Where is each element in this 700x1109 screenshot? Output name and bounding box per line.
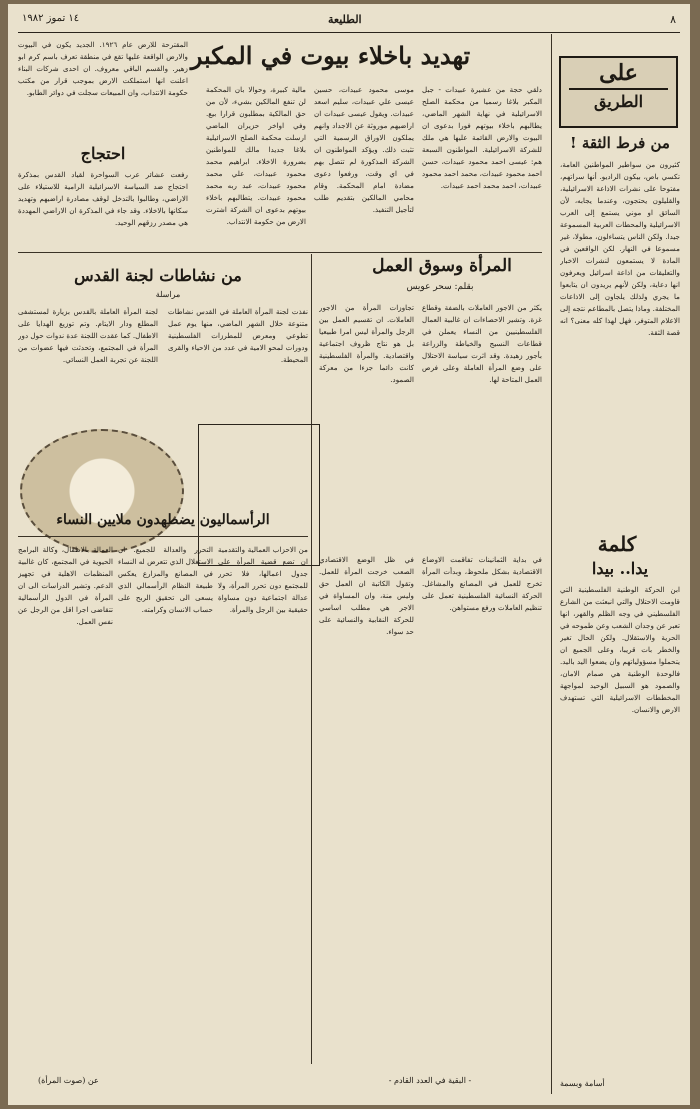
main-story-col1: دلقي حجة من عشيرة عبيدات - جبل المكبر بلاغا رسميا من محكمة الصلح الاسرائيلية في نهاية الشهر الماضي، يطالبهم باخلاء بيوتهم فورا بدعوى ان البيوت والارض القائمة عليها هي ملك للشركة الاسرائيلية. المواطنون السبعة هم: عيسى احمد محمود عبيدات، حسن احمد محمود عبيدات، محمد احمد محمود عبيدات، احمد محمد احمد عبيدات.: [422, 85, 542, 190]
jerusalem-col1: لجنة المرأة العاملة بالقدس بزيارة لمستشفى المطلع ودار الايتام. وتم توزيع الهدايا على الاطفال. كما عقدت اللجنة عدة ندوات حول دور المرأة في المجتمع، وتحدثت فيها عضوات من اللجنة عن تجربة العمل النسائي.: [18, 307, 158, 364]
jerusalem-byline: مراسلة: [155, 290, 181, 299]
page-number: ٨: [670, 13, 676, 26]
box-text: ابن الحركة الوطنية الفلسطينية التي قاومت الاحتلال والتي انبعثت من الشارع الفلسطيني في وجه الظلم والقهر، انها تعبر عن وجدان الشعب وعن طموحه في الحرية والاستقلال. ولكن الحال تغير والخطر بات قريبا، وعلى الجميع ان يتحملوا مسؤولياتهم وان يضعوا اليد باليد. فالوحدة الوطنية هي صمام الامان، والصمود هو السبيل الوحيد لمواجهة المخططات الاسرائيلية التي تستهدف الارض والانسان.: [560, 585, 680, 714]
issue-date: ١٤ تموز ١٩٨٢: [22, 13, 80, 24]
column-rule-2: [311, 254, 312, 1064]
jerusalem-col2: نفذت لجنة المرأة العاملة في القدس نشاطات متنوعة خلال الشهر الماضي، منها يوم عمل تطوعي ومعرض للمطرزات الفلسطينية ودورات لمحو الامية في عدد من الاحياء والقرى المحيطة.: [168, 307, 308, 364]
women-byline: بقلم: سحر عويس: [406, 282, 474, 292]
women-col4: في ظل الوضع الاقتصادي الصعب خرجت المرأة للعمل. وتقول الكاتبة ان العمل حق وليس منة، وان المساواة في الاجر هي مطلب اساسي للحركة النقابية والنسائية على حد سواء.: [319, 555, 414, 636]
women-col3: في بداية الثمانينات تفاقمت الاوضاع الاقتصادية بشكل ملحوظ، وبدأت المرأة تخرج للعمل في المصانع والمشاغل. الحركة النسائية الفلسطينية تعمل على تنظيم العاملات ورفع مستواهن.: [422, 555, 542, 612]
main-headline: تهديد باخلاء بيوت في المكبر: [190, 41, 471, 70]
feature-headline: الرأسماليون يضطهدون ملايين النساء: [56, 512, 270, 528]
protest-title: احتجاج: [80, 144, 126, 163]
protest-text: رفعت عشائر عرب السواحرة لقياد القدس بمذكرة احتجاج ضد السياسة الاسرائيلية الرامية للاستيلاء على الاراضي، وطالبوا بالتدخل لوقف مصادرة اراضيهم وتهديد سكانها بالاخلاء. وقد جاء في المذكرة ان الاراضي المهددة هي مصدر رزقهم الوحيد.: [18, 170, 188, 227]
box-title: كلمة: [597, 532, 637, 556]
right-column-text: كثيرون من سواطير المواطنين العامة، تكسي باص، بيكون الراديو. أنها سراتهم، مفتوحا على نشرات الاذاعة الاسرائيلية، والقليلون يحتجون، وعندما يجابه، لأن السائق او موني يستمع إلى العرب الاسرائيلية والمحطات العربية المسموعة جيدا. ولكن الناس يتساءلون، مطولا، غير مسموعا في النهار. لكن الواقعين في المادة لا يستمعون لنشرات الاخبار والتعليقات من اذاعة اسرائيل ويعرفون انها دعاية، ولكن لأنهم يريدون ان يتابعوا ما يجري ولذلك يلجاون إلى الاذاعات المختلفة. وماذا يتصل بالمطاعم نتجه إلى الاعلام المتوفر، فهل لهذا كله معنى؟ انه قصة الثقة.: [560, 160, 680, 337]
main-story-col2: موسى محمود عبيدات، حسين عيسى علي عبيدات، سليم اسعد عبيدات. ويقول عيسى عبيدات ان اراضيهم موروثة عن الاجداد وانهم يملكون الاوراق الرسمية التي تثبت ذلك. ويؤكد المواطنون ان الشركة المذكورة لم تتصل بهم في اي وقت، ورفعوا دعوى مضادة امام المحكمة. وقام محامي المالكين بتقديم طلب لتأجيل التنفيذ.: [314, 85, 414, 214]
women-headline: المرأة وسوق العمل: [372, 256, 512, 276]
feature-col3: من الاحزاب العمالية والتقدمية ان تضع قضية المرأة على جدول اعمالها، فلا تحرر للمجتمع دون تحرر المرأة، ولا عدالة اجتماعية دون مساواة حقيقية بين الرجل والمرأة.: [218, 545, 308, 614]
footer-note: عن (صوت المرأة): [38, 1076, 99, 1085]
feature-col1: العمالة بالاطفال، وكالة البرامج الحيوية في المجتمع، كان غالبية المنظمات الاهلية في تجهيز الدعم. وتشير الدراسات الى ان المرأة في الدول الرأسمالية تتقاضى اجرا اقل من الرجل عن نفس العمل.: [18, 545, 113, 626]
women-col1: يكثر من الاجور العاملات بالضفة وقطاع غزة. وتشير الاحصاءات ان غالبية العمال الفلسطينيين من النساء يعملن في قطاعات النسيج والخياطة والزراعة بأجور زهيدة. وقد اثرت سياسة الاحتلال على وضع المرأة العاملة وعلى فرص العمل المتاحة لها.: [422, 303, 542, 384]
main-story-col3: مالية كبيرة، وحوالا بان المحكمة لن تنفع المالكين بشيء، لأن من حق المالكية بمطلبون قرارا بيع. وفي اواخر حزيران الماضي ارسلت محكمة الصلح الاسرائيلية بلاغا جديدا مالك للمواطنين بضرورة الاخلاء. ابراهيم محمد محمود عبيدات، علي محمد محمود عبيدات، عبد ربه محمد محمود عبيدات. يتطالبهم باخلاء بيوتهم بدعوى ان الشركة اشترت الارض من حكومة الانتداب.: [206, 85, 306, 226]
feature-rule: [18, 536, 308, 537]
jerusalem-headline: من نشاطات لجنة القدس: [74, 266, 242, 285]
feature-col2: التحرر والعدالة للجميع. ان الاستغلال الذي تتعرض له النساء في المصانع والمزارع يعكس طبيعة النظام الرأسمالي الذي يسعى الى تحقيق الربح على حساب الانسان وكرامته.: [118, 545, 213, 614]
section-rule: [18, 252, 542, 253]
newspaper-page: [8, 4, 690, 1105]
logo-line1: على: [599, 60, 638, 86]
signature: أسامة وبسمة: [560, 1079, 605, 1088]
right-column-title: من فرط الثقة !: [570, 134, 670, 152]
column-logo: [559, 56, 678, 128]
box-subtitle: يدا.. بيدا: [591, 559, 649, 578]
column-rule: [551, 34, 552, 1094]
left-top-text: المقترحة للارض عام ١٩٢٦. الجديد يكون في البيوت والارض الواقعة عليها تقع في منطقة تعرف باسم كرم ابو زهير. والقسم الباقي معروف. ان احدى شركات البناء اعلنت انها استملكت الارض بموجب قرار من مكتب حكومة الانتداب، وان المبيعات سجلت في دوائر الطابو.: [18, 40, 188, 97]
publication-name: الطليعة: [328, 13, 362, 26]
continued-note: - البقية في العدد القادم -: [388, 1076, 472, 1085]
women-col2: تجاوزات المرأة من الاجور العاملات. ان تقسيم العمل بين الرجل والمرأة ليس امرا طبيعيا بل هو نتاج ظروف اجتماعية واقتصادية. والمرأة الفلسطينية كانت دائما جزءا من معركة الصمود.: [319, 303, 414, 384]
decorative-emblem-image: [20, 429, 184, 553]
page-header: [18, 10, 680, 33]
logo-line2: الطريق: [569, 88, 668, 111]
